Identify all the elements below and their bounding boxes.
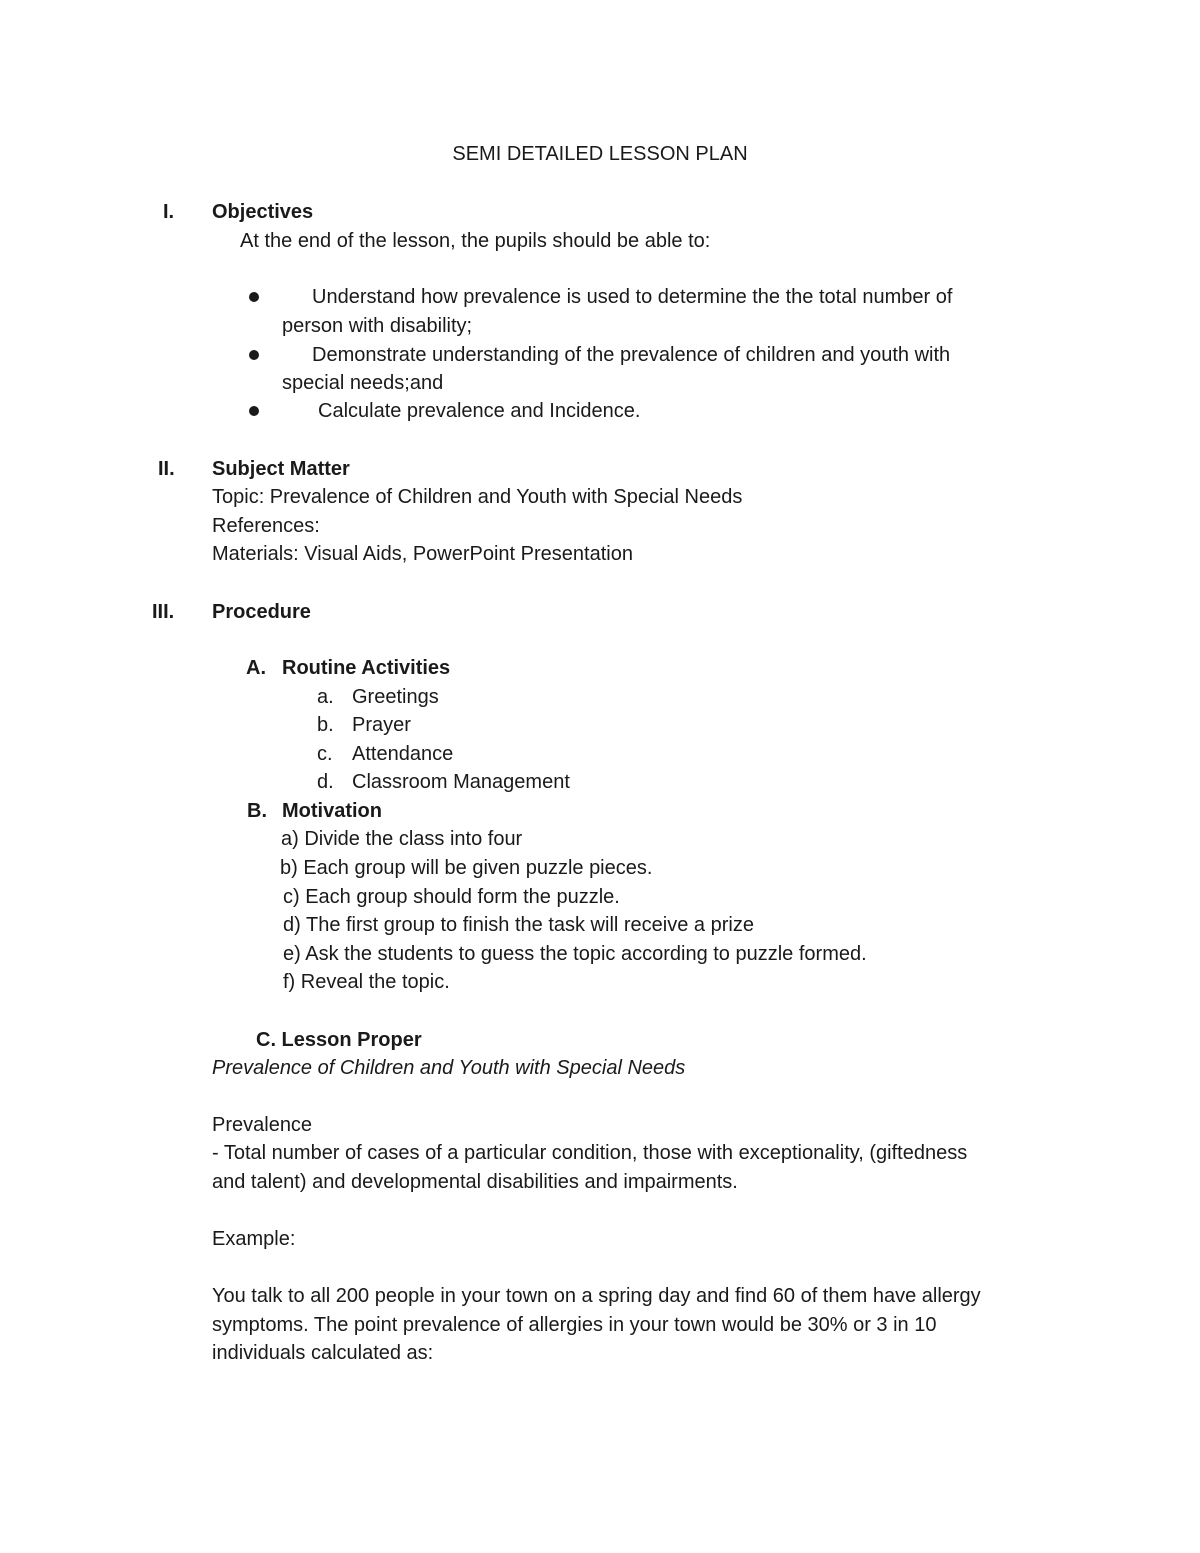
section-numeral-subject-matter: II.	[158, 458, 175, 480]
routine-item-text: Prayer	[352, 714, 411, 736]
routine-item-text: Classroom Management	[352, 771, 570, 793]
objective-bullet-3-line-1: Calculate prevalence and Incidence.	[318, 400, 641, 422]
section-numeral-objectives: I.	[163, 201, 175, 223]
routine-item-marker: d.	[317, 771, 334, 793]
example-text-line-1: You talk to all 200 people in your town on a spring day and find 60 of them have allergy	[212, 1285, 981, 1307]
subject-matter-heading: Subject Matter	[212, 458, 350, 480]
example-text-line-3: individuals calculated as:	[212, 1342, 434, 1364]
routine-item-text: Greetings	[352, 686, 439, 708]
bullet-icon	[249, 292, 259, 302]
subject-materials: Materials: Visual Aids, PowerPoint Presentation	[212, 543, 633, 565]
motivation-heading: Motivation	[282, 800, 382, 822]
prevalence-term: Prevalence	[212, 1114, 313, 1136]
routine-letter: A.	[246, 657, 266, 679]
routine-item-marker: a.	[317, 686, 334, 708]
routine-item-text: Attendance	[352, 743, 454, 765]
lesson-proper-subtitle: Prevalence of Children and Youth with Special Needs	[212, 1057, 686, 1079]
motivation-item: b) Each group will be given puzzle pieces.	[280, 857, 653, 879]
bullet-icon	[249, 350, 259, 360]
motivation-item: c) Each group should form the puzzle.	[283, 886, 620, 908]
subject-references: References:	[212, 515, 320, 537]
procedure-heading: Procedure	[212, 601, 311, 623]
subject-topic: Topic: Prevalence of Children and Youth with Special Needs	[212, 486, 743, 508]
motivation-letter: B.	[247, 800, 267, 822]
objectives-heading: Objectives	[212, 201, 314, 223]
motivation-item: e) Ask the students to guess the topic according to puzzle formed.	[283, 943, 867, 965]
prevalence-definition-line-2: and talent) and developmental disabilities and impairments.	[212, 1171, 738, 1193]
section-numeral-procedure: III.	[152, 601, 175, 623]
bullet-icon	[249, 406, 259, 416]
routine-heading: Routine Activities	[282, 657, 451, 679]
objective-bullet-2-line-1: Demonstrate understanding of the prevalence of children and youth with	[312, 344, 951, 366]
lesson-proper-heading: C. Lesson Proper	[256, 1029, 422, 1051]
example-label: Example:	[212, 1228, 296, 1250]
motivation-item: d) The first group to finish the task will receive a prize	[283, 914, 754, 936]
objectives-intro: At the end of the lesson, the pupils should be able to:	[240, 230, 711, 252]
objective-bullet-2-line-2: special needs;and	[282, 372, 444, 394]
motivation-item: a) Divide the class into four	[281, 828, 523, 850]
motivation-item: f) Reveal the topic.	[283, 971, 450, 993]
example-text-line-2: symptoms. The point prevalence of allergies in your town would be 30% or 3 in 10	[212, 1314, 937, 1336]
routine-item-marker: b.	[317, 714, 334, 736]
objective-bullet-1-line-1: Understand how prevalence is used to determine the the total number of	[312, 286, 953, 308]
objective-bullet-1-line-2: person with disability;	[282, 315, 473, 337]
prevalence-definition-line-1: - Total number of cases of a particular condition, those with exceptionality, (giftedness	[212, 1142, 968, 1164]
page-title: SEMI DETAILED LESSON PLAN	[452, 143, 748, 165]
routine-item-marker: c.	[317, 743, 333, 765]
